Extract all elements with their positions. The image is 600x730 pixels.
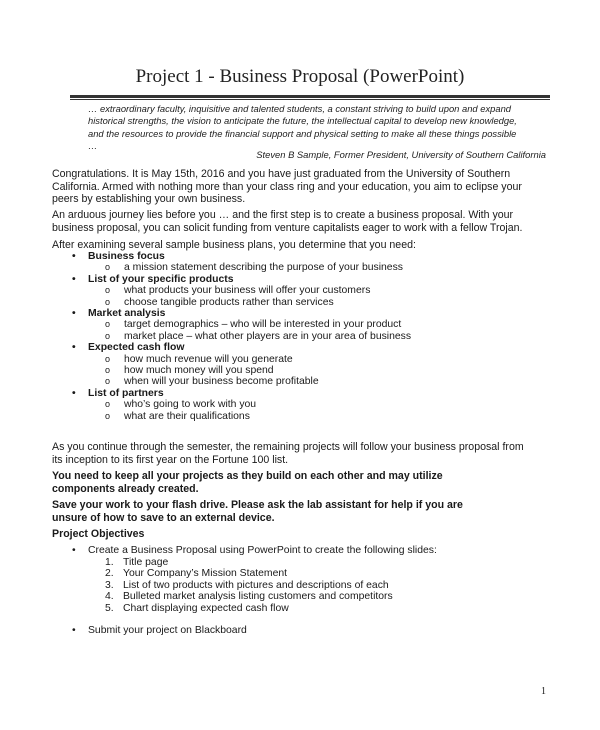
objectives-list [52,545,552,637]
sub-list-item: o a mission statement describing the purpose of your business [105,262,403,274]
text-line: Congratulations. It is May 15th, 2016 and you have just graduated from the University of Southern [52,168,511,180]
circle-bullet-icon: o [105,376,111,387]
circle-bullet-icon: o [105,330,111,341]
bullet-icon: • [72,308,76,320]
text-line: You need to keep all your projects as they build on each other and may utilize [52,470,443,482]
circle-bullet-icon: o [105,399,111,410]
bullet-icon: • [72,387,76,399]
bullet-icon: • [72,273,76,285]
text-line: California. Armed with nothing more than your class ring and your education, you aim to eclipse your [52,180,522,193]
slide-item: 2. Your Company’s Mission Statement [105,568,288,579]
bullet-icon: • [72,251,76,262]
list-item: • Create a Business Proposal using PowerPoint to create the following slides: [72,545,437,556]
circle-bullet-icon: o [105,410,111,421]
needs-list [52,251,552,422]
circle-bullet-icon: o [105,319,111,330]
circle-bullet-icon: o [105,296,111,307]
slide-item: 1. Title page [105,556,169,568]
epigraph-quote [88,103,548,153]
sub-list-item: o when will your business become profitable [105,376,319,388]
text-line: Save your work to your flash drive. Please ask the lab assistant for help if you are [52,499,463,511]
text-line: An arduous journey lies before you … and the first step is to create a business proposal. With your [52,209,514,221]
intro-paragraph-3: After examining several sample business plans, you determine that you need: [52,239,416,251]
quote-line: historical strengths, the vision to anticipate the future, the intellectual capital to develop new knowledge, [88,115,517,127]
intro-paragraph-1 [52,168,552,206]
title-divider-thick [70,95,550,98]
page-number: 1 [541,686,546,697]
list-item: • Expected cash flow [72,342,185,354]
objectives-heading: Project Objectives [52,528,145,540]
keep-projects-note [52,470,552,495]
sub-list-item: o how much money will you spend [105,365,274,377]
circle-bullet-icon: o [105,262,111,273]
quote-attribution: Steven B Sample, Former President, University of Southern California [256,149,546,160]
page-title: Project 1 - Business Proposal (PowerPoint) [135,66,465,87]
quote-line: and the resources to provide the financial support and physical setting to make all these things possible [88,127,517,139]
bullet-icon: • [72,625,76,636]
slide-item: 4. Bulleted market analysis listing customers and competitors [105,591,393,602]
text-line: As you continue through the semester, the remaining projects will follow your business proposal from [52,441,524,453]
sub-list-item: o what products your business will offer your customers [105,285,371,297]
bullet-icon: • [72,545,76,556]
text-line: peers by establishing your own business. [52,193,246,205]
circle-bullet-icon: o [105,365,111,376]
text-line: its inception to its first year on the Fortune 100 list. [52,453,289,466]
list-item: • List of your specific products [72,273,234,285]
title-divider-thin [70,99,550,100]
quote-line: … extraordinary faculty, inquisitive and talented students, a constant striving to build upon and expand [88,103,511,114]
text-line: business proposal, you can solicit funding from venture capitalists eager to work with a fellow Trojan. [52,221,523,234]
sub-list-item: o choose tangible products rather than services [105,296,334,308]
sub-list-item: o market place – what other players are in your area of business [105,330,412,342]
quote-line: … [88,140,98,152]
list-item: • Business focus [72,251,165,262]
sub-list-item: o how much revenue will you generate [105,353,293,365]
intro-paragraph-2 [52,209,552,234]
bullet-icon: • [72,342,76,354]
sub-list-item: o target demographics – who will be interested in your product [105,319,402,331]
save-work-note [52,499,552,524]
text-line: unsure of how to save to an external device. [52,511,275,524]
circle-bullet-icon: o [105,353,111,364]
list-item: • Submit your project on Blackboard [72,625,247,636]
slide-item: 3. List of two products with pictures and descriptions of each [105,579,389,591]
list-item: • Market analysis [72,308,166,320]
slide-item: 5. Chart displaying expected cash flow [105,602,289,614]
continue-paragraph [52,441,552,466]
sub-list-item: o who’s going to work with you [105,399,257,411]
sub-list-item: o what are their qualifications [105,410,250,422]
list-item: • List of partners [72,387,164,399]
circle-bullet-icon: o [105,285,111,296]
text-line: components already created. [52,482,199,495]
